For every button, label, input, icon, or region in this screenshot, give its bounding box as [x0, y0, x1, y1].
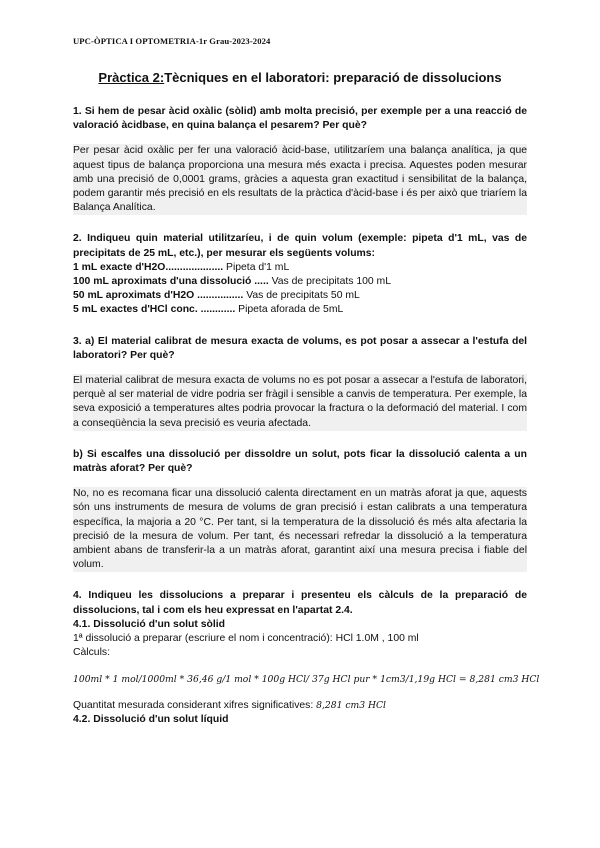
volume-row: 5 mL exactes d'HCl conc. ............ Pipeta aforada de 5mL — [73, 304, 344, 316]
question-2: 2. Indiqueu quin material utilitzaríeu, i de quin volum (exemple: pipeta d'1 mL, vas de precipitats de 25 mL, etc.), per mesurar els següents volums: — [73, 233, 527, 259]
answer-3b: No, no es recomana ficar una dissolució calenta directament en un matràs aforat ja que, aquests són uns instruments de mesura de volums de gran precisió i estan calibrats a una temperatura específica, la majoria a 20 °C. Per tant, si la temperatura de la dissolució és més alta afectaria la precisió de la mesura de volum. Per tant, és necessari refredar la dissolució a la temperatura ambient abans de transferir-la a un matràs aforat, garantint així una mesura precisa i fiable del volum. — [73, 487, 527, 572]
section-4-2-title: 4.2. Dissolució d'un solut líquid — [73, 713, 229, 725]
document-title — [73, 70, 527, 85]
volume-row: 50 mL aproximats d'H2O ................ Vas de precipitats 50 mL — [73, 290, 360, 302]
title-prefix: Pràctica 2: — [98, 70, 165, 85]
question-1: 1. Si hem de pesar àcid oxàlic (sòlid) amb molta precisió, per exemple per a una reacció de valoració àcidbase, en quina balança el pesarem? Per què? — [73, 106, 527, 132]
volume-row: 100 mL aproximats d'una dissolució ..... Vas de precipitats 100 mL — [73, 276, 391, 288]
answer-3a: El material calibrat de mesura exacta de volums no es pot posar a assecar a l'estufa de laboratori, perquè al ser material de vidre podria ser fràgil i sensible a canvis de temperatura. Per exemple, la seva exposició a temperatures altes podria provocar la fractura o la deformació del material. I com a conseqüència la seva precisió es veuria afectada. — [73, 374, 527, 431]
question-3a: 3. a) El material calibrat de mesura exacta de volums, es pot posar a assecar a l'estufa del laboratori? Per què? — [73, 335, 527, 361]
question-4: 4. Indiqueu les dissolucions a preparar i presenteu els càlculs de la preparació de dissolucions, tal i com els heu expressat en l'apartat 2.4. — [73, 590, 527, 616]
calc-label: Càlculs: — [73, 647, 110, 659]
calc-formula: 100ml * 1 mol/1000ml * 36,46 g/1 mol * 100g HCl/ 37g HCl pur * 1cm3/1,19g HCl = 8,281 cm3 HCl — [73, 673, 540, 685]
volume-row: 1 mL exacte d'H2O.................... Pipeta d'1 mL — [73, 261, 290, 273]
answer-1: Per pesar àcid oxàlic per fer una valoració àcid-base, utilitzaríem una balança analítica, ja que aquest tipus de balança proporciona una mesura més exacta i precisa. Aquestes poden mesurar amb una precisió de 0,0001 grams, gràcies a aquesta gran exactitud i sensibilitat de la balança, podem garantir més precisió en els resultats de la pràctica d'àcid-base i és per això que triaríem la Balança Analítica. — [73, 144, 527, 215]
solution-1-line: 1ª dissolució a preparar (escriure el nom i concentració): HCl 1.0M , 100 ml — [73, 633, 419, 645]
section-4-1-title: 4.1. Dissolució d'un solut sòlid — [73, 618, 225, 630]
title-rest: Tècniques en el laboratori: preparació de dissolucions — [164, 70, 502, 85]
volume-list — [73, 261, 527, 318]
measured-quantity: Quantitat mesurada considerant xifres significatives: 8,281 cm3 HCl — [73, 699, 386, 711]
page-header: UPC-ÒPTICA I OPTOMETRIA-1r Grau-2023-2024 — [73, 36, 271, 46]
question-3b: b) Si escalfes una dissolució per dissoldre un solut, pots ficar la dissolució calenta a un matràs aforat? Per què? — [73, 448, 527, 475]
